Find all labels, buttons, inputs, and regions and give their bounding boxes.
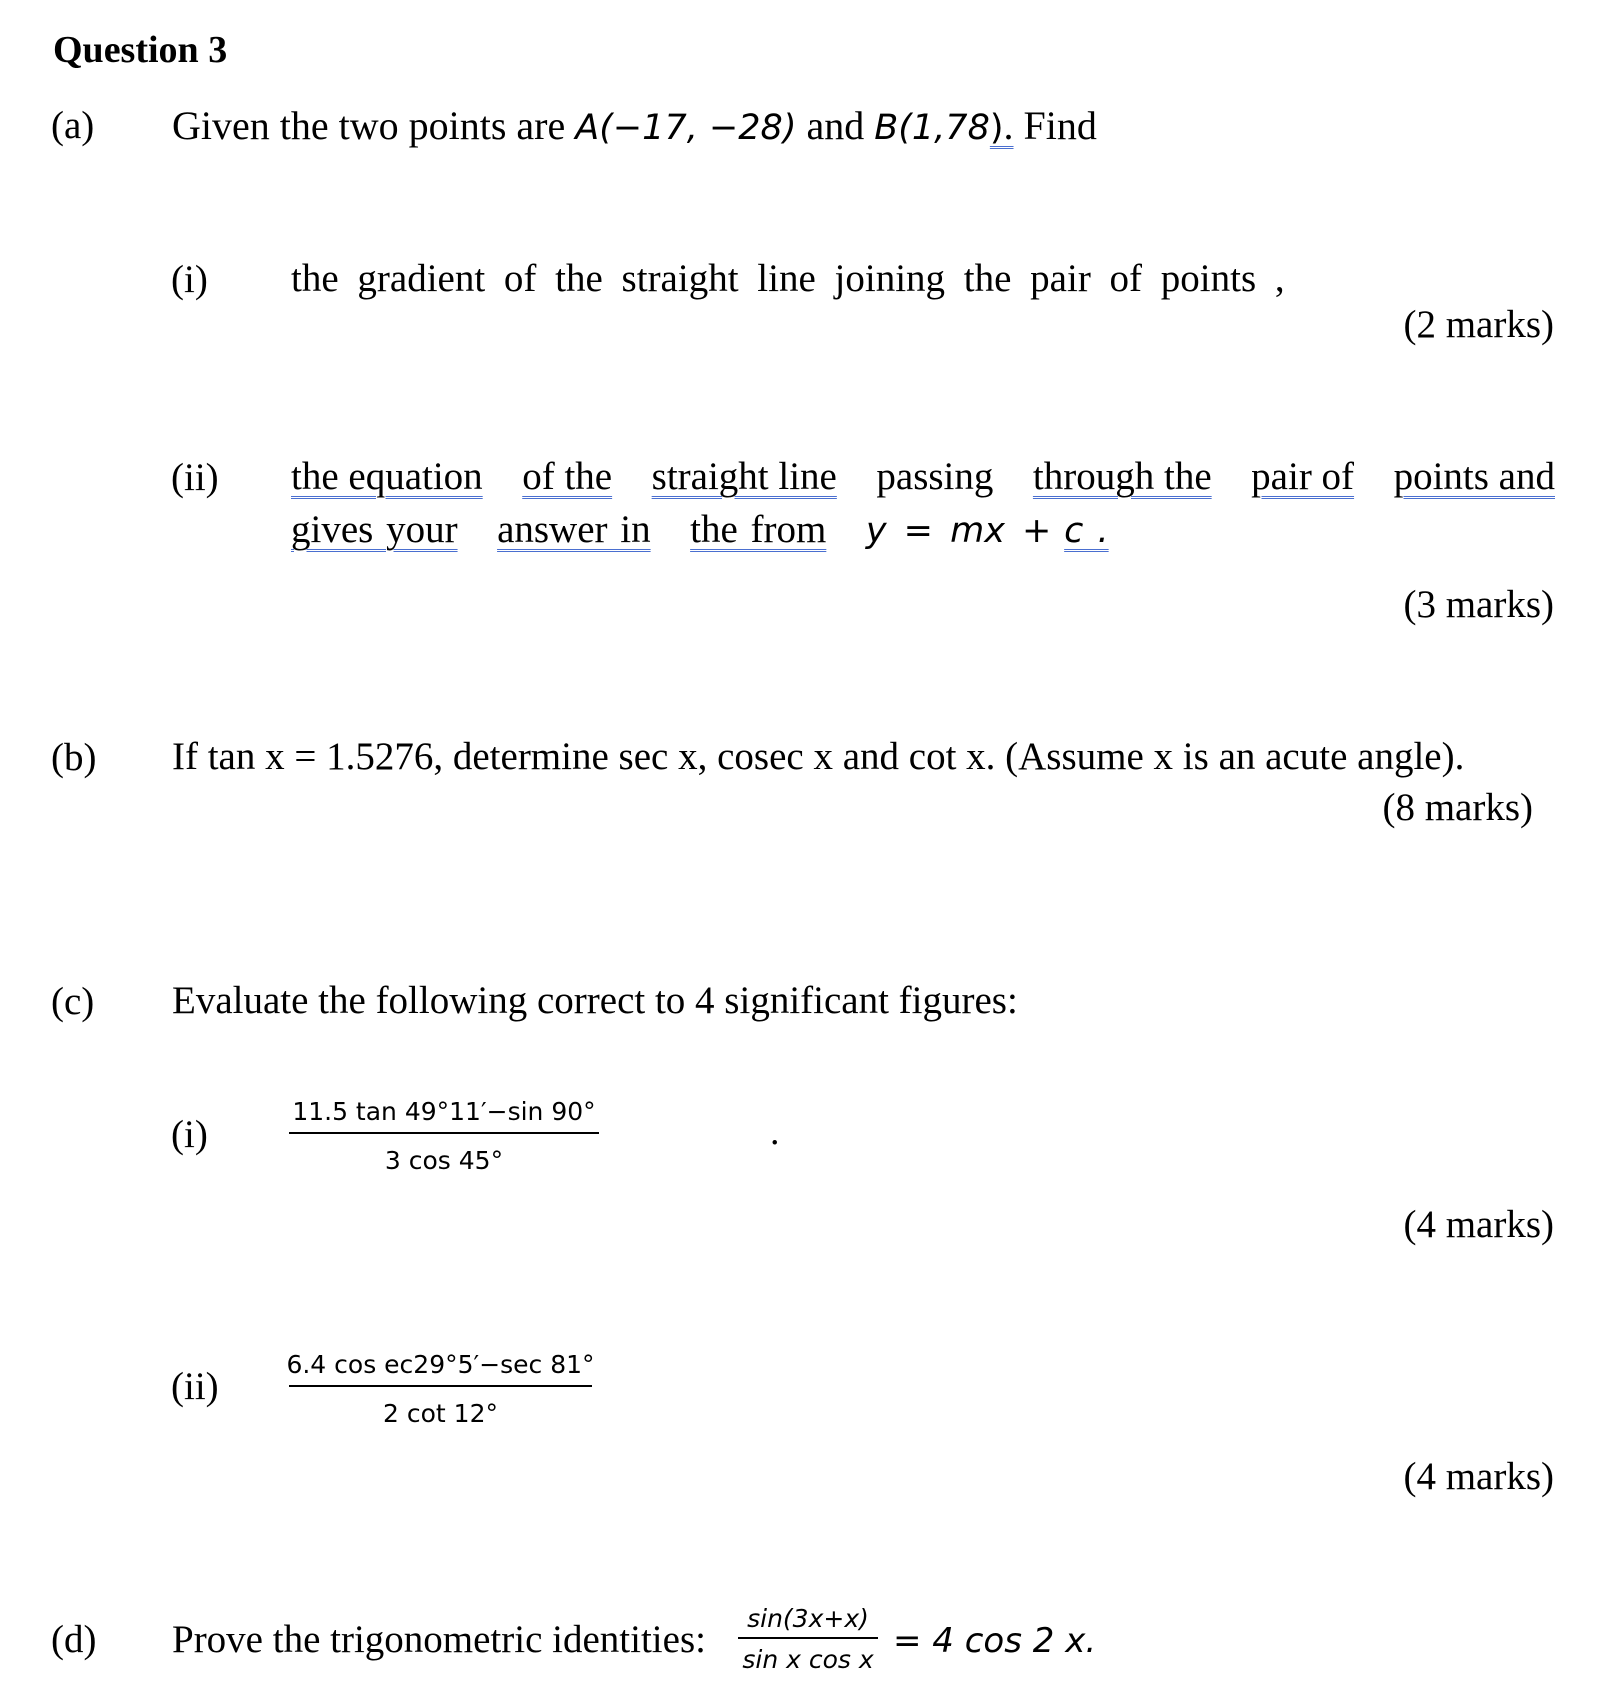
part-a-stem	[172, 102, 1097, 149]
part-a-i-label: (i)	[171, 258, 208, 301]
part-a-stem-pre: Given the two points are	[172, 103, 576, 148]
point-b-dot: .	[1003, 103, 1014, 148]
part-c-i-dot: .	[770, 1111, 780, 1153]
part-a-ii-line2	[291, 507, 1109, 552]
part-c-i-label: (i)	[171, 1113, 208, 1156]
part-a-ii-word: answer in	[497, 508, 651, 551]
part-c-i-fraction	[289, 1097, 599, 1175]
part-a-ii-word: points and	[1393, 455, 1555, 498]
part-a-find: Find	[1013, 103, 1097, 148]
point-b-close: )	[989, 108, 1004, 148]
part-a-i-marks: (2 marks)	[1403, 303, 1554, 346]
part-c-ii-label: (ii)	[171, 1365, 219, 1408]
part-c-text: Evaluate the following correct to 4 significant figures:	[172, 979, 1018, 1022]
part-b-text: If tan x = 1.5276, determine sec x, cosec x and cot x. (Assume x is an acute angle).	[172, 735, 1465, 778]
part-c-i-numerator: 11.5 tan 49°11′−sin 90°	[292, 1097, 596, 1126]
part-d-denominator: sin x cos x	[742, 1645, 874, 1674]
point-a: A(−17, −28)	[575, 108, 797, 148]
part-a-ii-word: passing	[876, 455, 994, 498]
part-c-ii-fraction	[286, 1350, 595, 1428]
part-c-i-marks: (4 marks)	[1403, 1203, 1554, 1246]
part-a-ii-word: through the	[1032, 455, 1212, 498]
part-a-ii-label: (ii)	[171, 456, 219, 499]
part-d-rhs: = 4 cos 2 x.	[893, 1621, 1097, 1661]
part-c-ii-denominator: 2 cot 12°	[383, 1399, 498, 1428]
part-b-marks: (8 marks)	[1382, 786, 1533, 829]
question-title: Question 3	[53, 29, 228, 71]
part-a-ii-word: gives your	[291, 508, 458, 551]
part-a-ii-word: the equation	[291, 455, 483, 498]
part-a-ii-word: pair of	[1251, 455, 1355, 498]
part-b-label: (b)	[51, 736, 97, 779]
part-c-ii-marks: (4 marks)	[1403, 1455, 1554, 1498]
part-a-ii-word: straight line	[651, 455, 837, 498]
part-a-ii-equation-end: c .	[1064, 511, 1109, 551]
part-c-label: (c)	[51, 980, 95, 1023]
part-d-numerator: sin(3x+x)	[747, 1604, 869, 1633]
part-a-label: (a)	[51, 104, 95, 147]
part-c-ii-numerator: 6.4 cos ec29°5′−sec 81°	[286, 1350, 595, 1379]
part-a-ii-word: the from	[690, 508, 827, 551]
part-d-text: Prove the trigonometric identities:	[172, 1618, 706, 1661]
part-a-and: and	[796, 103, 875, 148]
point-b: B(1,78	[874, 108, 990, 148]
part-a-ii-equation: y = mx +	[865, 511, 1052, 551]
part-a-ii-marks: (3 marks)	[1403, 583, 1554, 626]
part-a-ii-line1	[291, 454, 1555, 499]
part-a-ii-word: of the	[522, 455, 613, 498]
part-d-label: (d)	[51, 1618, 97, 1661]
part-d-fraction	[738, 1604, 878, 1674]
part-a-i-text: the gradient of the straight line joining the pair of points ,	[291, 257, 1285, 300]
part-c-i-denominator: 3 cos 45°	[384, 1146, 504, 1175]
